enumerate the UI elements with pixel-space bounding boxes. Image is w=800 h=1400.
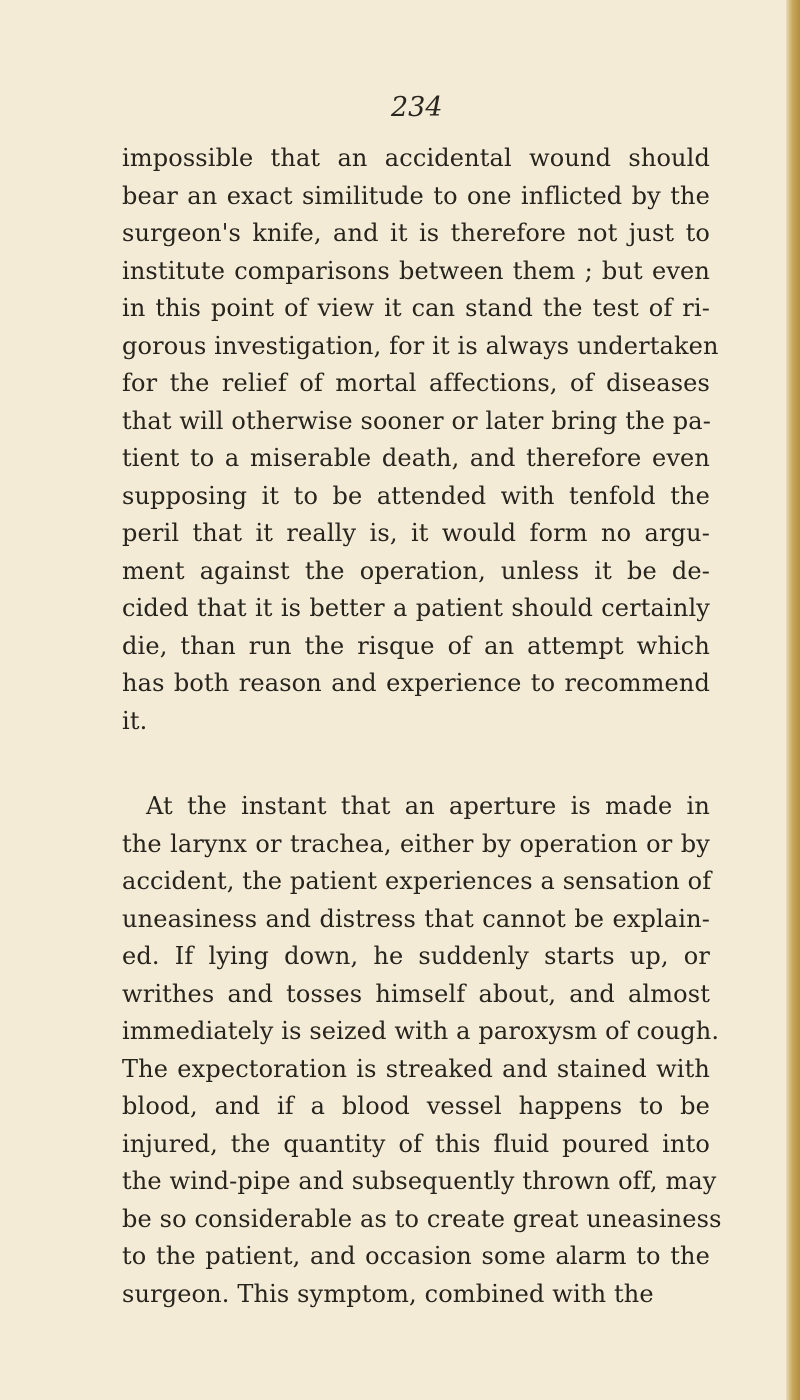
text-line: writhes and tosses himself about, and almost — [122, 979, 710, 1008]
text-line: be so considerable as to create great uneasiness — [122, 1204, 722, 1233]
paragraph-gap — [122, 740, 710, 788]
text-line: that will otherwise sooner or later bring the pa- — [122, 406, 711, 435]
text-line: die, than run the risque of an attempt which — [122, 631, 710, 660]
text-line: uneasiness and distress that cannot be explain- — [122, 904, 710, 933]
text-line: supposing it to be attended with tenfold the — [122, 481, 710, 510]
text-line: the larynx or trachea, either by operation or by — [122, 829, 710, 858]
text-line: surgeon's knife, and it is therefore not just to — [122, 219, 710, 247]
text-line: for the relief of mortal affections, of diseases — [122, 369, 710, 397]
text-line: blood, and if a blood vessel happens to be — [122, 1092, 710, 1120]
text-line: to the patient, and occasion some alarm to the — [122, 1242, 710, 1270]
text-line: the wind-pipe and subsequently thrown off, may — [122, 1167, 717, 1195]
body-text — [122, 140, 722, 1313]
paragraph-1 — [122, 140, 719, 740]
paragraph-2 — [122, 788, 722, 1313]
text-line: ed. If lying down, he suddenly starts up, or — [122, 942, 710, 970]
text-line: peril that it really is, it would form no argu- — [122, 519, 710, 547]
text-line: tient to a miserable death, and therefore even — [122, 444, 710, 472]
text-line: gorous investigation, for it is always undertaken — [122, 331, 719, 360]
page-edge — [786, 0, 800, 1400]
text-line: bear an exact similitude to one inflicted by the — [122, 181, 710, 210]
text-line: At the instant that an aperture is made in — [146, 792, 710, 820]
text-line: surgeon. This symptom, combined with the — [122, 1279, 654, 1308]
text-line: institute comparisons between them ; but even — [122, 256, 710, 285]
text-line: has both reason and experience to recommend — [122, 669, 710, 697]
text-line: The expectoration is streaked and stained with — [122, 1054, 710, 1083]
page-number: 234 — [391, 92, 443, 123]
text-line: impossible that an accidental wound should — [122, 144, 710, 172]
text-line: injured, the quantity of this fluid poured into — [122, 1129, 710, 1158]
text-line: in this point of view it can stand the test of ri- — [122, 294, 710, 322]
text-line: it. — [122, 706, 148, 735]
text-line: accident, the patient experiences a sensation of — [122, 867, 712, 895]
text-line: immediately is seized with a paroxysm of cough. — [122, 1017, 720, 1045]
text-line: ment against the operation, unless it be de- — [122, 556, 710, 585]
text-line: cided that it is better a patient should certainly — [122, 594, 710, 622]
